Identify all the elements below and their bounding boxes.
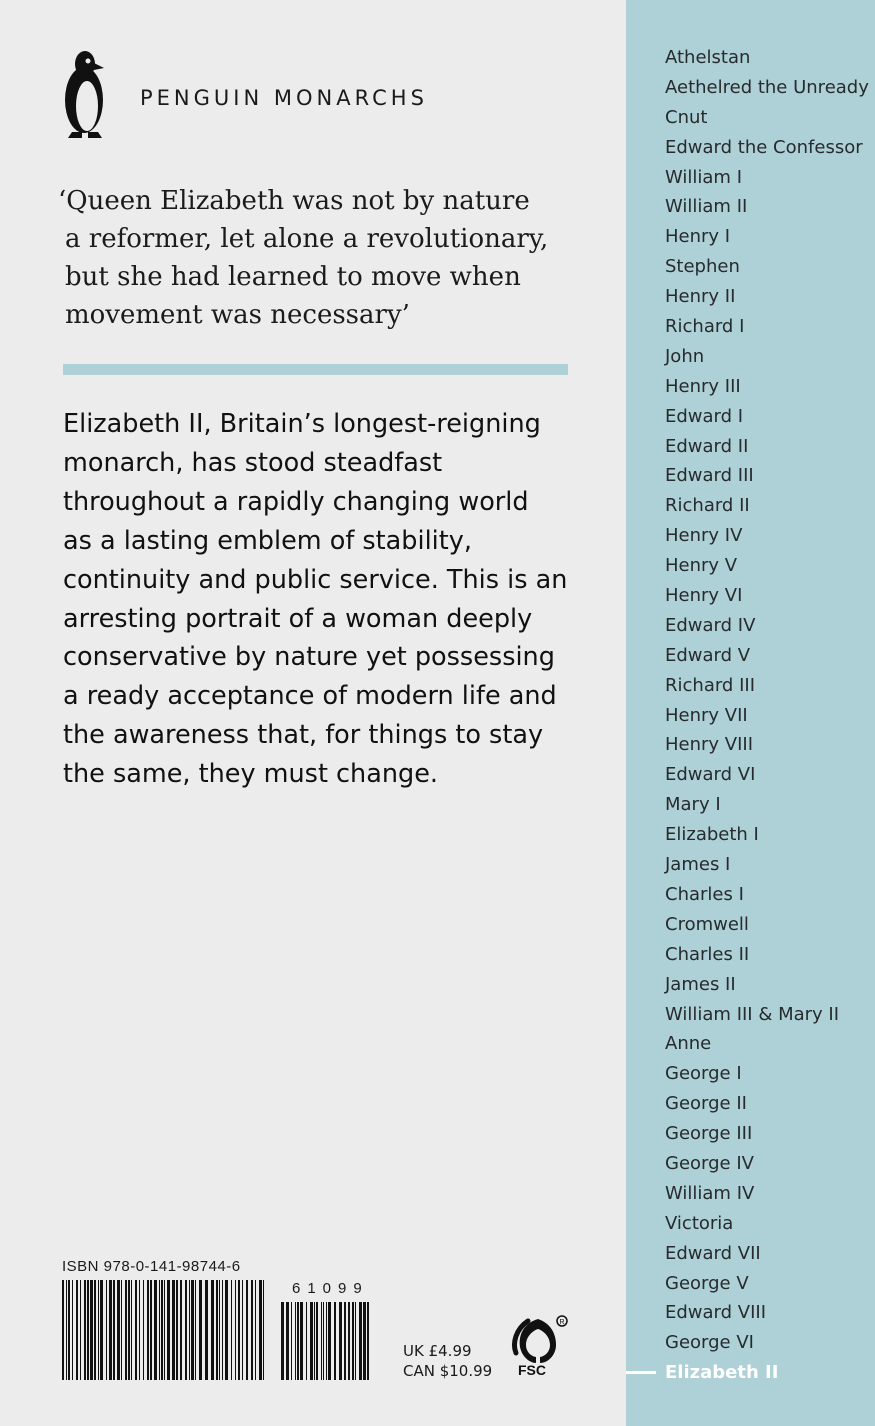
monarch-item: Edward VII (665, 1242, 761, 1264)
monarch-item: Athelstan (665, 47, 751, 68)
monarch-item: George VI (665, 1332, 754, 1354)
pull-quote (58, 182, 578, 334)
penguin-logo-icon (58, 46, 110, 142)
section-divider (63, 364, 568, 375)
blurb-line: conservative by nature yet possessing (63, 642, 555, 673)
isbn-text: ISBN 978-0-141-98744-6 (62, 1258, 241, 1275)
quote-line: a reformer, let alone a revolutionary, (65, 224, 549, 254)
monarch-item: Cnut (665, 106, 708, 128)
monarch-item: John (665, 345, 705, 367)
monarch-item: Mary I (665, 794, 721, 816)
monarch-item: Edward VI (665, 764, 756, 786)
fsc-label: FSC (518, 1362, 546, 1378)
blurb-line: the awareness that, for things to stay (63, 720, 544, 751)
monarch-item: George II (665, 1093, 747, 1115)
price-can: CAN $10.99 (403, 1362, 493, 1380)
monarch-item: Edward V (665, 644, 751, 666)
monarch-item: Stephen (665, 256, 740, 278)
monarch-item: Aethelred the Unready (665, 76, 869, 98)
monarch-item: William I (665, 166, 743, 188)
monarch-item: Henry VII (665, 704, 748, 726)
quote-line: but she had learned to move when (65, 262, 521, 292)
monarch-item: James II (665, 973, 736, 995)
monarch-item: Edward the Confessor (665, 136, 863, 158)
monarch-item: Anne (665, 1033, 712, 1055)
monarch-item: Henry V (665, 555, 738, 577)
quote-line: ‘Queen Elizabeth was not by nature (58, 186, 530, 216)
barcode-addon-icon (281, 1302, 373, 1380)
blurb-line: throughout a rapidly changing world (63, 486, 529, 517)
barcode-addon-digits: 61099 (292, 1280, 369, 1297)
monarch-item: Edward II (665, 435, 749, 457)
monarch-item: Henry IV (665, 525, 743, 547)
monarch-item: Charles I (665, 883, 744, 905)
monarch-item: George I (665, 1063, 742, 1085)
monarch-item: Victoria (665, 1212, 734, 1234)
monarch-item: Edward IV (665, 614, 756, 636)
blurb-line: Elizabeth II, Britain’s longest-reigning (63, 409, 541, 439)
price-block (403, 1341, 492, 1381)
series-name: PENGUIN MONARCHS (140, 86, 428, 110)
monarch-item: William III & Mary II (665, 1003, 840, 1025)
monarch-item-current: Elizabeth II (665, 1362, 779, 1384)
blurb-line: arresting portrait of a woman deeply (63, 603, 533, 634)
monarch-item: Richard III (665, 674, 755, 696)
quote-line: movement was necessary’ (65, 300, 410, 330)
monarch-item: Cromwell (665, 913, 749, 935)
monarch-item: James I (665, 854, 731, 876)
monarch-list (665, 43, 869, 1388)
monarch-item: Elizabeth I (665, 824, 759, 846)
svg-text:R: R (559, 1319, 565, 1326)
monarch-item: Henry III (665, 375, 741, 397)
monarch-item: George III (665, 1123, 753, 1145)
monarch-item: Henry II (665, 286, 736, 308)
monarch-item: William II (665, 196, 748, 218)
blurb-line: a ready acceptance of modern life and (63, 681, 557, 712)
price-uk: UK £4.99 (403, 1342, 472, 1360)
monarch-item: Charles II (665, 943, 750, 965)
monarch-item: Henry I (665, 226, 731, 248)
blurb-line: monarch, has stood steadfast (63, 447, 443, 478)
blurb-line: continuity and public service. This is an (63, 564, 568, 595)
monarch-item: Edward I (665, 405, 744, 427)
monarch-item: Edward III (665, 465, 754, 487)
current-monarch-marker (626, 1371, 656, 1374)
monarch-item: Edward VIII (665, 1302, 767, 1324)
monarch-item: Richard II (665, 495, 750, 517)
barcode-icon (62, 1280, 264, 1380)
monarch-item: William IV (665, 1182, 755, 1204)
monarch-item: Henry VI (665, 585, 743, 607)
monarch-item: George V (665, 1272, 749, 1294)
monarch-item: Richard I (665, 316, 745, 338)
blurb-line: as a lasting emblem of stability, (63, 525, 472, 556)
monarch-item: Henry VIII (665, 734, 754, 756)
monarch-item: George IV (665, 1152, 754, 1174)
blurb-line: the same, they must change. (63, 759, 438, 790)
blurb-text (63, 405, 593, 794)
